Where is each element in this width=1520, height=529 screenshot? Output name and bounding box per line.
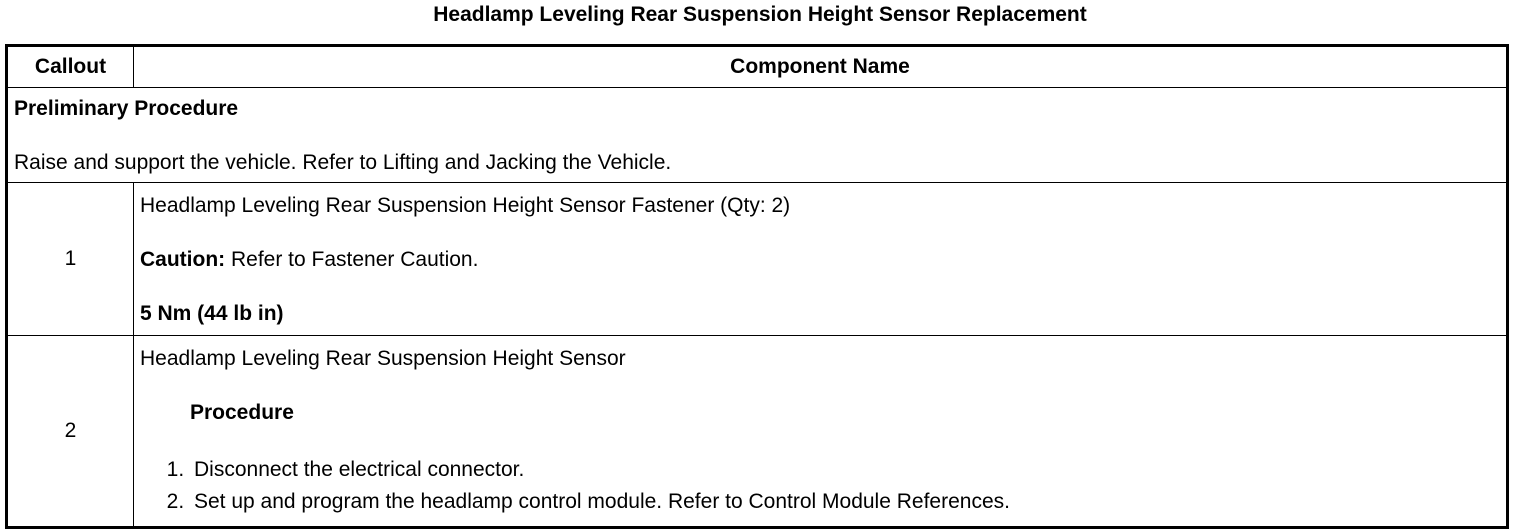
list-item: 1. Disconnect the electrical connector. [190,454,1500,486]
table-row [7,183,1508,336]
table-row [7,336,1508,528]
component-name: Headlamp Leveling Rear Suspension Height Sensor [140,347,626,370]
preliminary-cell [7,88,1508,183]
component-cell [134,183,1508,336]
page-title: Headlamp Leveling Rear Suspension Height Sensor Replacement [433,3,1087,26]
caution-text: Refer to Fastener Caution. [225,248,479,271]
callout-number: 1 [7,183,134,336]
callout-number: 2 [7,336,134,528]
component-name: Headlamp Leveling Rear Suspension Height Sensor Fastener (Qty: 2) [140,194,791,217]
preliminary-text: Raise and support the vehicle. Refer to Lifting and Jacking the Vehicle. [14,151,672,174]
caution-note [140,247,1500,273]
column-header-component: Component Name [134,46,1508,88]
torque-spec: 5 Nm (44 lb in) [140,302,284,325]
procedure-heading: Procedure [190,401,294,424]
caution-label: Caution: [140,248,226,271]
component-cell [134,336,1508,528]
table-header-row [7,46,1508,88]
preliminary-row [7,88,1508,183]
procedure-steps [140,454,1500,518]
column-header-callout: Callout [7,46,134,88]
procedure-table [5,44,1509,529]
preliminary-heading: Preliminary Procedure [14,97,239,120]
list-item: 2. Set up and program the headlamp control module. Refer to Control Module References. [190,486,1500,518]
